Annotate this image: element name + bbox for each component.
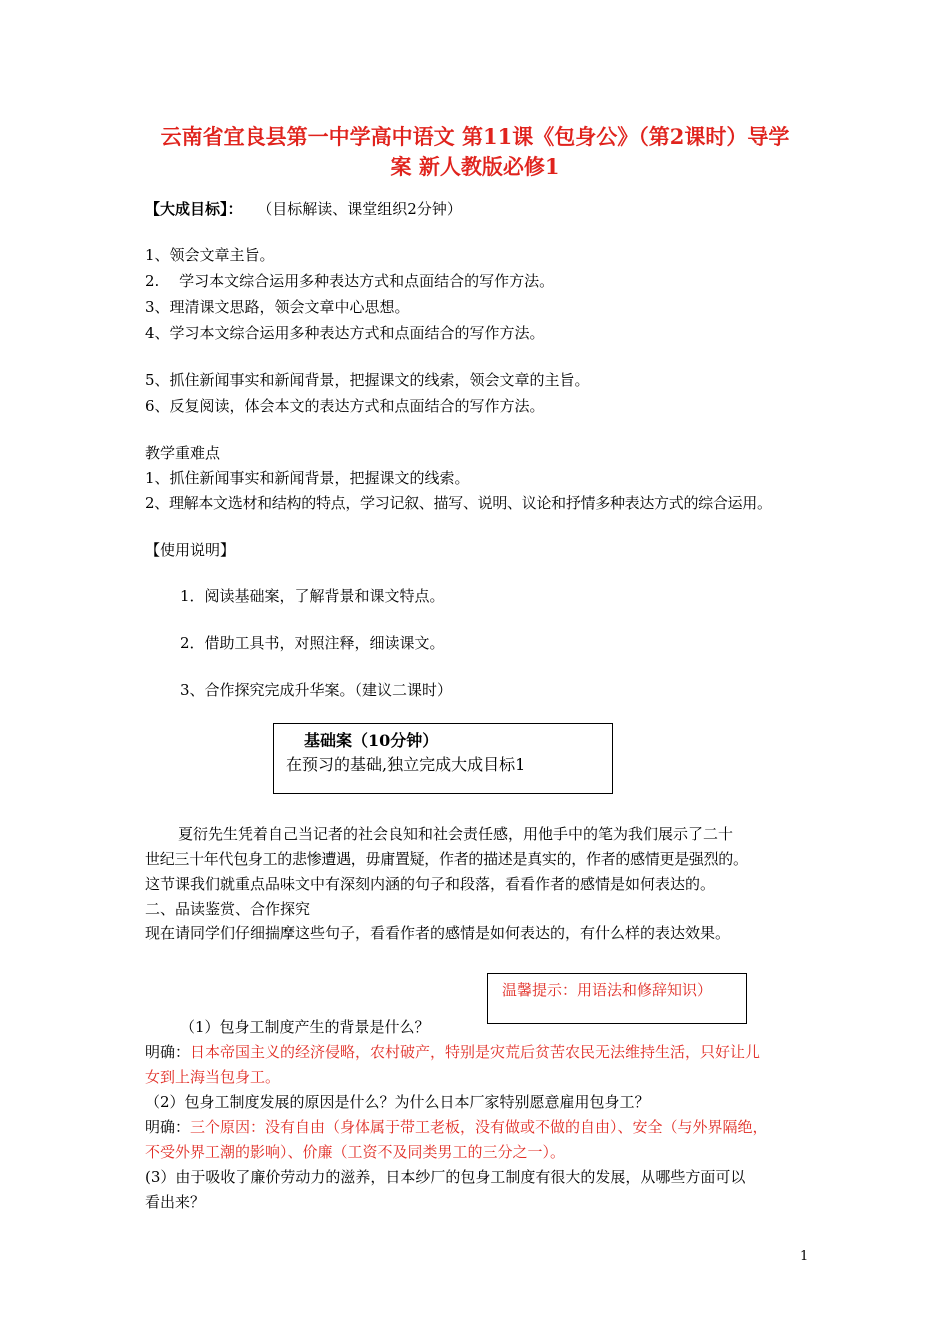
goal-item: 4、学习本文综合运用多种表达方式和点面结合的写作方法。	[145, 324, 545, 342]
intro-line: 这节课我们就重点品味文中有深刻内涵的句子和段落，看看作者的感情是如何表达的。	[145, 875, 716, 893]
question-3-cont: 看出来？	[145, 1193, 206, 1211]
goal-item: 1、领会文章主旨。	[145, 246, 275, 264]
base-case-text: 在预习的基础,独立完成大成目标1	[286, 755, 526, 774]
answer-2-label: 明确：	[145, 1118, 191, 1136]
page-number: 1	[800, 1249, 809, 1264]
intro-line: 夏衍先生凭着自己当记者的社会良知和社会责任感，用他手中的笔为我们展示了二十	[178, 825, 734, 843]
goal-item: 2. 学习本文综合运用多种表达方式和点面结合的写作方法。	[145, 272, 555, 290]
section-2-heading: 二、品读鉴赏、合作探究	[145, 900, 311, 918]
usage-item: 3、合作探究完成升华案。（建议二课时）	[180, 681, 453, 699]
usage-item: 1．阅读基础案，了解背景和课文特点。	[180, 587, 445, 605]
question-2: （2）包身工制度发展的原因是什么？为什么日本厂家特别愿意雇用包身工？	[145, 1093, 650, 1111]
answer-2-text-cont: 不受外界工潮的影响）、价廉（工资不及同类男工的三分之一）。	[145, 1143, 566, 1161]
question-3: (3）由于吸收了廉价劳动力的滋养，日本纱厂的包身工制度有很大的发展，从哪些方面可以	[145, 1168, 746, 1186]
usage-item: 2．借助工具书，对照注释，细读课文。	[180, 634, 445, 652]
title-line-2: 案 新人教版必修1	[390, 154, 560, 179]
goals-note: （目标解读、课堂组织2分钟）	[257, 200, 462, 218]
goal-item: 5、抓住新闻事实和新闻背景，把握课文的线索，领会文章的主旨。	[145, 371, 590, 389]
question-1: （1）包身工制度产生的背景是什么？	[180, 1018, 430, 1036]
key-points-heading: 教学重难点	[145, 444, 221, 462]
goal-item: 3、理清课文思路，领会文章中心思想。	[145, 298, 410, 316]
base-case-box	[273, 723, 613, 794]
base-case-title: 基础案（10分钟）	[304, 731, 439, 750]
tip-box	[487, 973, 747, 1024]
answer-2-text: 三个原因：没有自由（身体属于带工老板，没有做或不做的自由）、安全（与外界隔绝，	[190, 1118, 768, 1136]
usage-heading: 【使用说明】	[145, 541, 236, 559]
intro-line: 世纪三十年代包身工的悲惨遭遇，毋庸置疑，作者的描述是真实的，作者的感情更是强烈的。	[145, 850, 748, 868]
goal-item: 6、反复阅读，体会本文的表达方式和点面结合的写作方法。	[145, 397, 545, 415]
tip-text: 温馨提示：用语法和修辞知识）	[502, 981, 713, 999]
goals-heading: 【大成目标】：	[145, 200, 243, 218]
section-2-text: 现在请同学们仔细揣摩这些句子，看看作者的感情是如何表达的，有什么样的表达效果。	[145, 924, 731, 942]
goals-heading-row	[145, 198, 462, 220]
answer-1-text-cont: 女到上海当包身工。	[145, 1068, 281, 1086]
answer-1-text: 日本帝国主义的经济侵略，农村破产，特别是灾荒后贫苦农民无法维持生活，只好让儿	[190, 1043, 761, 1061]
answer-1-label: 明确：	[145, 1043, 191, 1061]
key-point-item: 1、抓住新闻事实和新闻背景，把握课文的线索。	[145, 469, 470, 487]
title-line-1: 云南省宜良县第一中学高中语文 第11课《包身公》（第2课时）导学	[160, 124, 790, 149]
answer-2-line	[145, 1116, 768, 1138]
answer-1-line	[145, 1041, 760, 1063]
key-point-item: 2、理解本文选材和结构的特点，学习记叙、描写、说明、议论和抒情多种表达方式的综合运用。	[145, 494, 772, 512]
